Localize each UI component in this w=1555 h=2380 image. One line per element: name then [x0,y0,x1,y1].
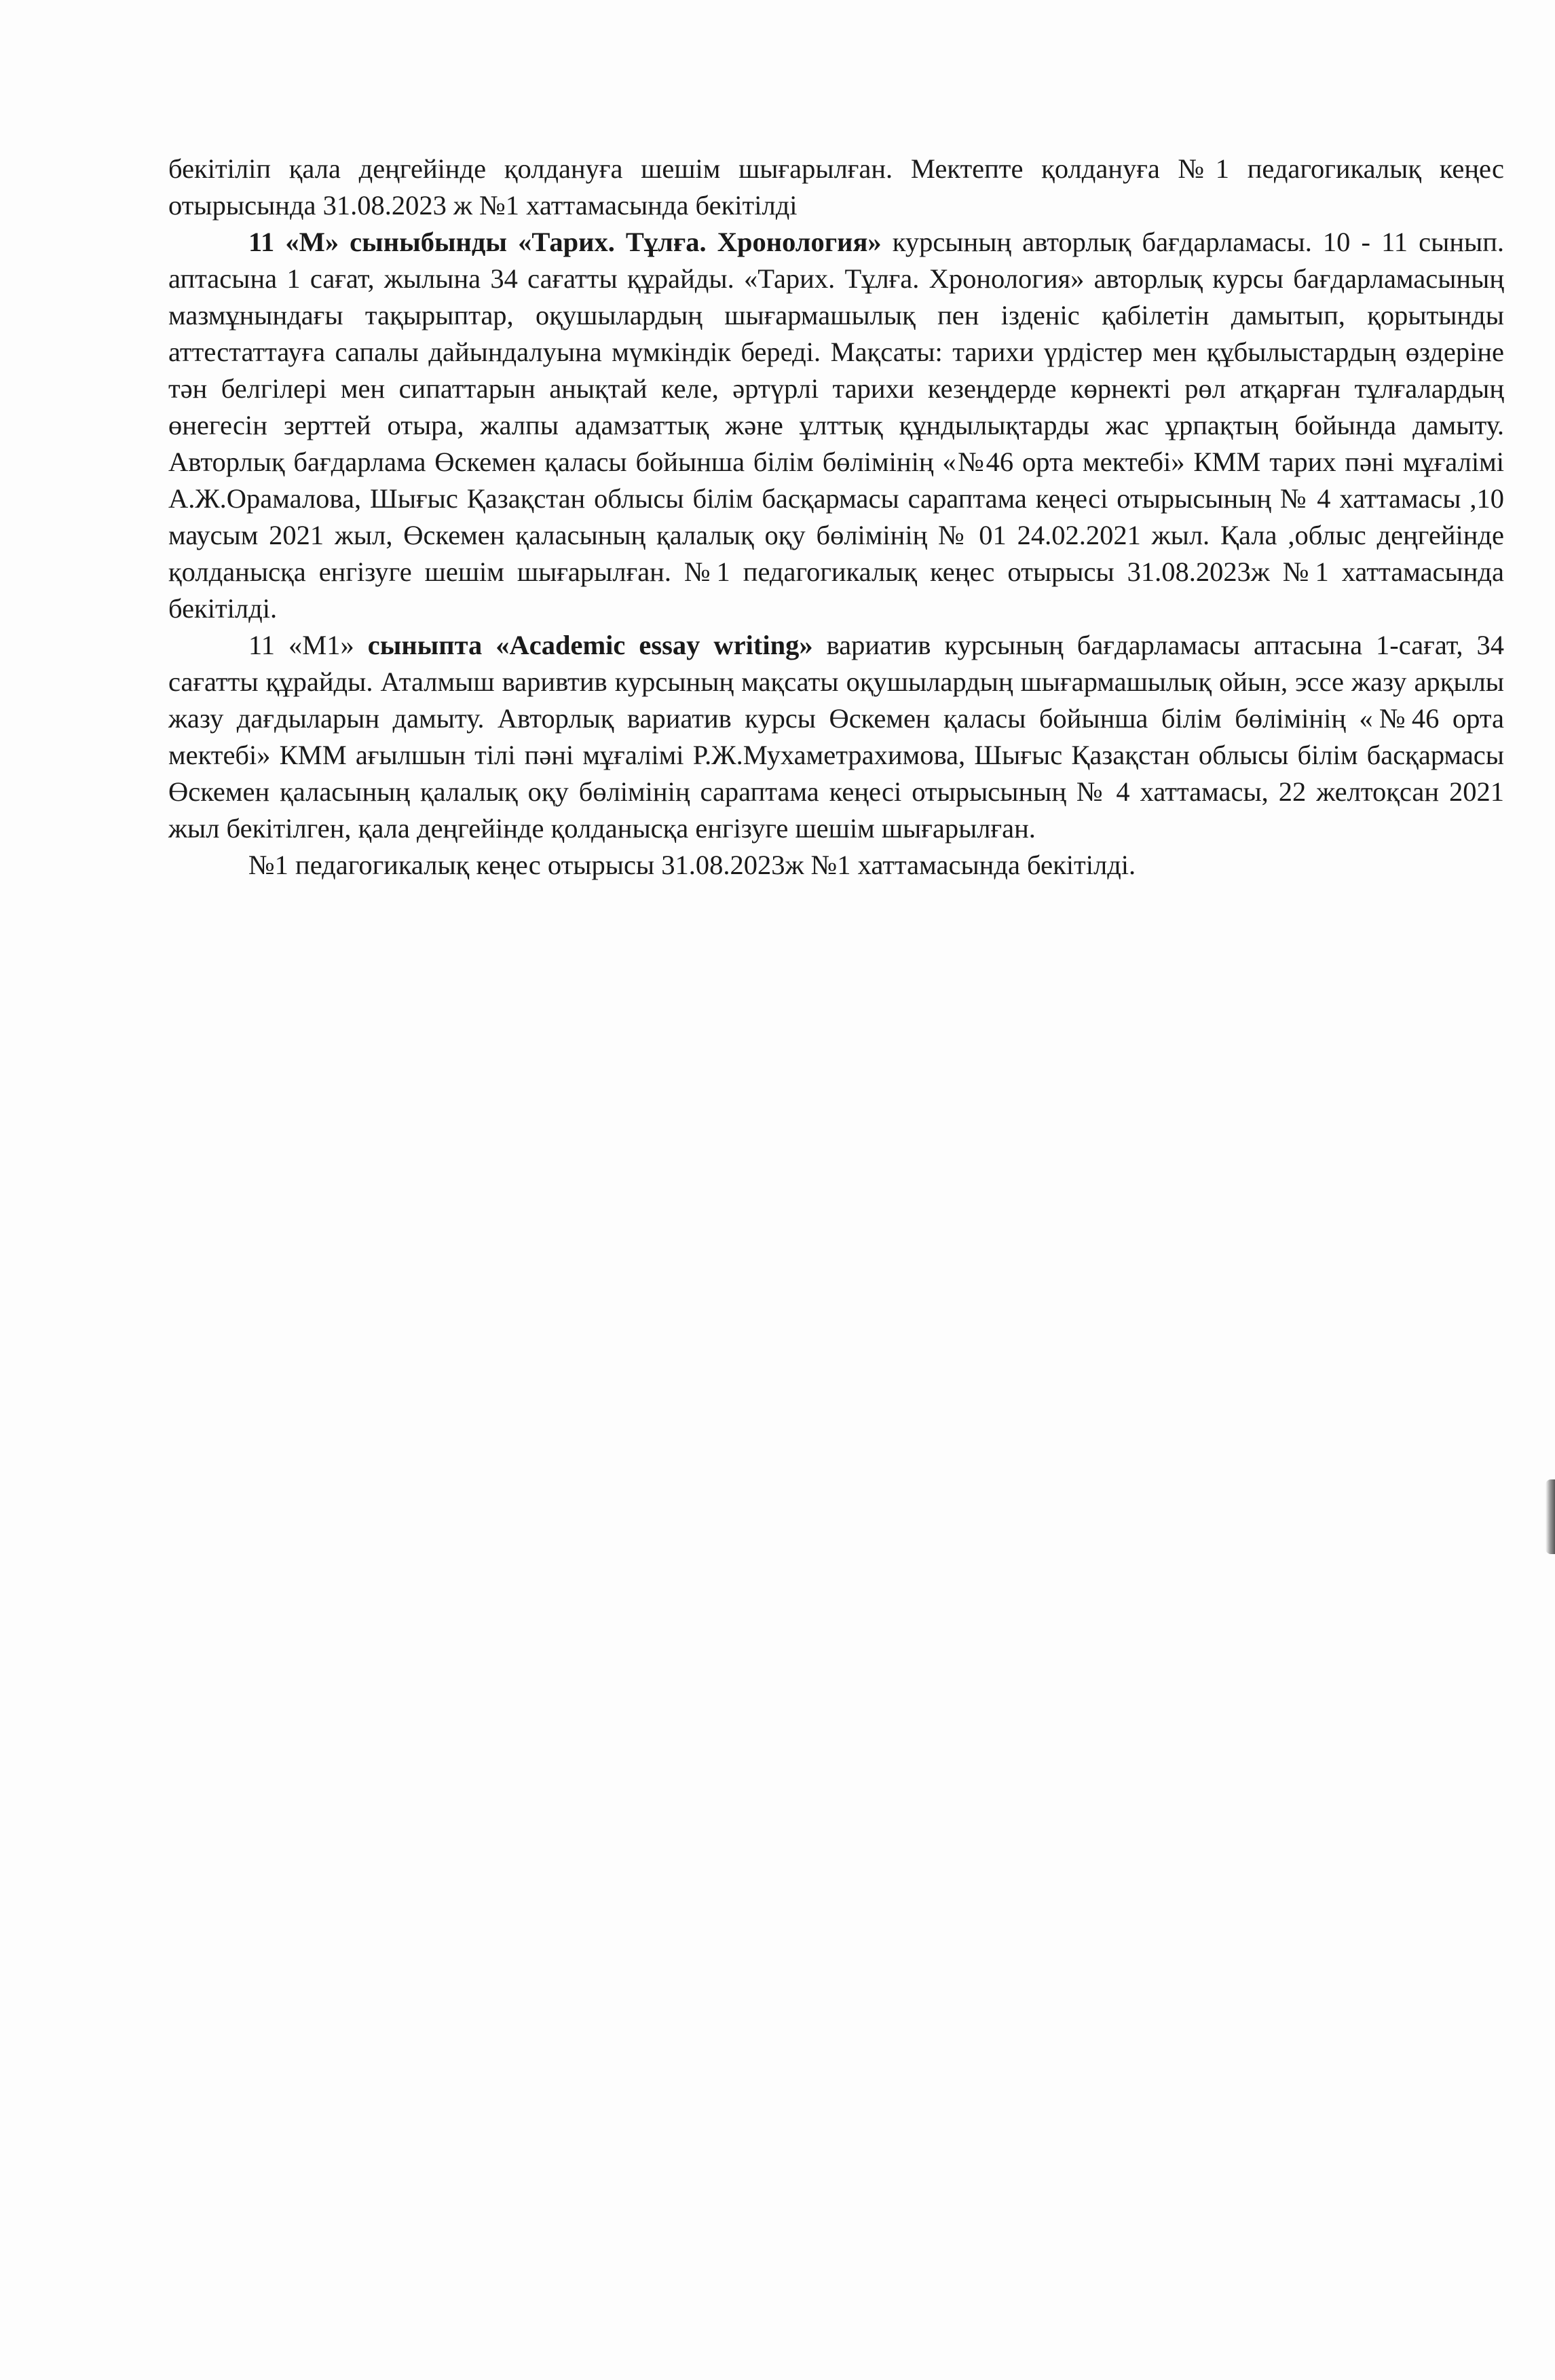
paragraph-3 [168,627,1504,847]
paragraph-1: бекітіліп қала деңгейінде қолдануға шешім шығарылған. Мектепте қолдануға №1 педагогикалық кеңес отырысында 31.08.2023 ж №1 хаттамасында бекітілді [168,153,1504,221]
scan-edge-shadow [1545,1479,1555,1554]
paragraph-3-text: вариатив курсының бағдарламасы аптасына 1-сағат, 34 сағатты құрайды. Аталмыш варивтив курсының мақсаты оқушылардың шығармашылық ойын, эссе жазу арқылы жазу дағдыларын дамыту. Авторлық вариатив курсы Өскемен қаласы бойынша білім бөлімінің «№46 орта мектебі» КММ ағылшын тілі пәні мұғалімі Р.Ж.Мухаметрахимова, Шығыс Қазақстан облысы білім басқармасы Өскемен қаласының қалалық оқу бөлімінің сараптама кеңесі отырысының № 4 хаттамасы, 22 желтоқсан 2021 жыл бекітілген, қала деңгейінде қолданысқа енгізуге шешім шығарылған. [168,630,1505,844]
paragraph-2-text: курсының авторлық бағдарламасы. 10 - 11 сынып. аптасына 1 сағат, жылына 34 сағатты құрайды. «Тарих. Тұлға. Хронология» авторлық курсы бағдарламасының мазмұнындағы тақырыптар, оқушылардың шығармашылық пен ізденіс қабілетін дамытып, қорытынды аттестаттауға сапалы дайындалуына мүмкіндік береді. Мақсаты: тарихи үрдістер мен құбылыстардың өздеріне тән белгілері мен сипаттарын анықтай келе, әртүрлі тарихи кезеңдерде көрнекті рөл атқарған тұлғалардың өнегесін зерттей отыра, жалпы адамзаттық және ұлттық құндылықтарды жас ұрпақтың бойында дамыту. Авторлық бағдарлама Өскемен қаласы бойынша білім бөлімінің «№46 орта мектебі» КММ тарих пәні мұғалімі А.Ж.Орамалова, Шығыс Қазақстан облысы білім басқармасы сараптама кеңесі отырысының № 4 хаттамасы ,10 маусым 2021 жыл, Өскемен қаласының қалалық оқу бөлімінің № 01 24.02.2021 жыл. Қала ,облыс деңгейінде қолданысқа енгізуге шешім шығарылған. №1 педагогикалық кеңес отырысы 31.08.2023ж №1 хаттамасында бекітілді. [168,227,1505,624]
paragraph-3-lead: 11 «М1» [248,630,368,660]
paragraph-3-bold: сыныпта «Academic essay writing» [367,630,813,660]
document-body [168,151,1504,884]
paragraph-4: №1 педагогикалық кеңес отырысы 31.08.2023ж №1 хаттамасында бекітілді. [248,850,1136,880]
paragraph-2 [168,224,1504,627]
paragraph-2-lead: 11 «М» сыныбынды «Тарих. Тұлға. Хронология» [248,227,882,257]
